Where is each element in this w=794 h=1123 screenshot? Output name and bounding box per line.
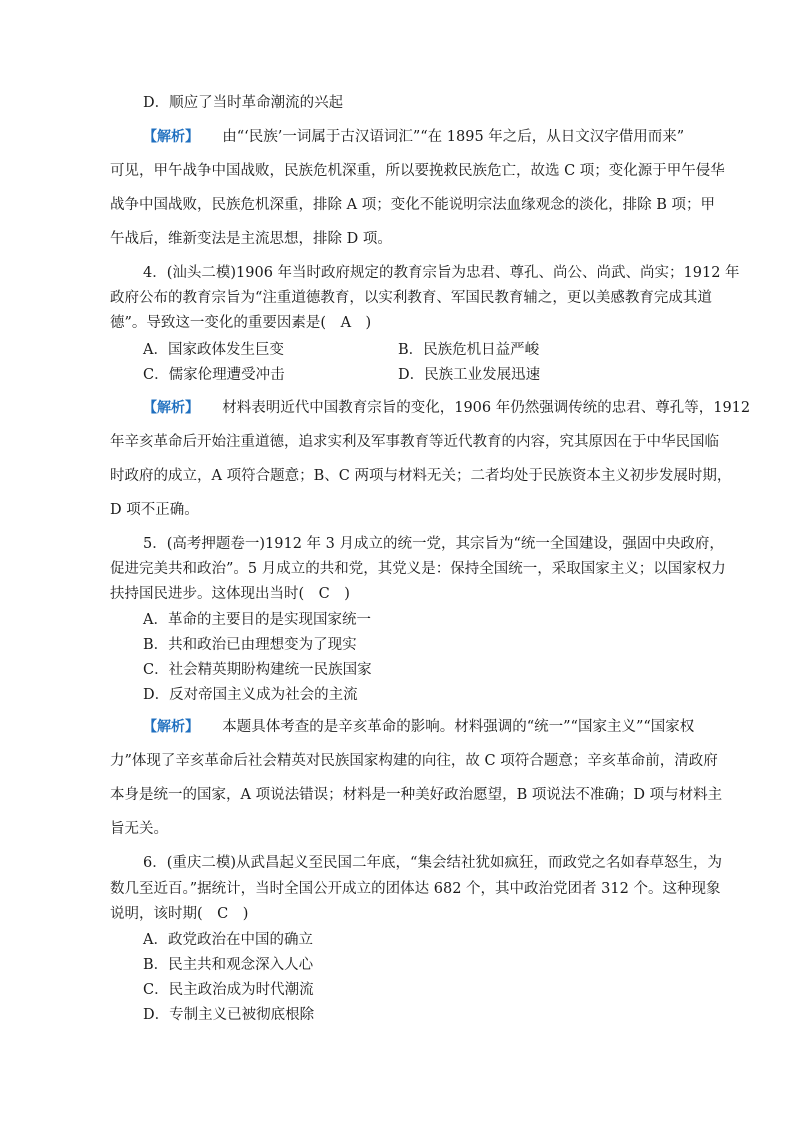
analysis-text: 由“‘民族’一词属于古汉语词汇”“在 1895 年之后，从日文汉字借用而来” <box>222 129 685 145</box>
q5-stem-line-3: 扶持国民进步。这体现出当时( C ) <box>110 586 350 602</box>
q6-option-c: C．民主政治成为时代潮流 <box>143 982 314 998</box>
q4-option-d: D．民族工业发展迅速 <box>398 367 541 383</box>
q4-stem-line-3: 德”。导致这一变化的重要因素是( A ) <box>110 315 372 331</box>
q4-stem-line-1: 4．(汕头二模)1906 年当时政府规定的教育宗旨为忠君、尊孔、尚公、尚武、尚实；1912 年 <box>143 265 740 281</box>
q6-stem-line-1: 6．(重庆二模)从武昌起义至民国二年底，“集会结社犹如疯狂，而政党之名如春草怒生，为 <box>143 855 722 871</box>
q4-analysis-line-3: 时政府的成立，A 项符合题意；B、C 两项与材料无关；二者均处于民族资本主义初步发展时期， <box>110 468 732 484</box>
analysis-text: 材料表明近代中国教育宗旨的变化，1906 年仍然强调传统的忠君、尊孔等，1912 <box>222 400 751 416</box>
q5-option-b: B．共和政治已由理想变为了现实 <box>143 637 357 653</box>
q3-analysis-line-4: 午战后，维新变法是主流思想，排除 D 项。 <box>110 231 392 247</box>
q5-analysis-line-4: 旨无关。 <box>110 821 168 837</box>
q4-option-a: A．国家政体发生巨变 <box>143 342 284 358</box>
analysis-tag: 【解析】 <box>143 129 199 145</box>
q5-option-c: C．社会精英期盼构建统一民族国家 <box>143 662 372 678</box>
q4-analysis-line-2: 年辛亥革命后开始注重道德，追求实利及军事教育等近代教育的内容，究其原因在于中华民国临 <box>110 434 719 450</box>
q3-analysis-line-2: 可见，甲午战争中国战败，民族危机深重，所以要挽救民族危亡，故选 C 项；变化源于甲午侵华 <box>110 163 725 179</box>
q5-stem-line-2: 促进完美共和政治”。5 月成立的共和党，其党义是：保持全国统一，采取国家主义；以国家权力 <box>110 561 726 577</box>
q5-analysis-line-1 <box>143 716 694 738</box>
q5-option-a: A．革命的主要目的是实现国家统一 <box>143 612 371 628</box>
q4-stem-line-2: 政府公布的教育宗旨为“注重道德教育，以实利教育、军国民教育辅之，更以美感教育完成其道 <box>110 290 712 306</box>
q6-option-a: A．政党政治在中国的确立 <box>143 932 313 948</box>
q6-stem-line-2: 数几至近百。”据统计，当时全国公开成立的团体达 682 个，其中政治党团者 312 个。这种现象 <box>110 881 721 897</box>
q4-option-b: B．民族危机日益严峻 <box>398 342 540 358</box>
q5-analysis-line-3: 本身是统一的国家，A 项说法错误；材料是一种美好政治愿望，B 项说法不准确；D 项与材料主 <box>110 787 723 803</box>
q6-option-b: B．民主共和观念深入人心 <box>143 957 314 973</box>
analysis-tag: 【解析】 <box>143 719 199 735</box>
q5-analysis-line-2: 力”体现了辛亥革命后社会精英对民族国家构建的向往，故 C 项符合题意；辛亥革命前，清政府 <box>110 753 718 769</box>
analysis-text: 本题具体考查的是辛亥革命的影响。材料强调的“统一”“国家主义”“国家权 <box>222 719 695 735</box>
q3-option-d: D．顺应了当时革命潮流的兴起 <box>143 95 344 111</box>
q3-analysis-line-3: 战争中国战败，民族危机深重，排除 A 项；变化不能说明宗法血缘观念的淡化，排除 B 项；甲 <box>110 197 716 213</box>
q6-option-d: D．专制主义已被彻底根除 <box>143 1007 315 1023</box>
q4-analysis-line-1 <box>143 397 750 419</box>
q4-analysis-line-4: D 项不正确。 <box>110 502 199 518</box>
q5-option-d: D．反对帝国主义成为社会的主流 <box>143 687 358 703</box>
q4-option-c: C．儒家伦理遭受冲击 <box>143 367 285 383</box>
q3-analysis-line-1 <box>143 126 684 148</box>
q6-stem-line-3: 说明，该时期( C ) <box>110 906 249 922</box>
analysis-tag: 【解析】 <box>143 400 199 416</box>
q5-stem-line-1: 5．(高考押题卷一)1912 年 3 月成立的统一党，其宗旨为“统一全国建设，强固中央政府， <box>143 536 724 552</box>
